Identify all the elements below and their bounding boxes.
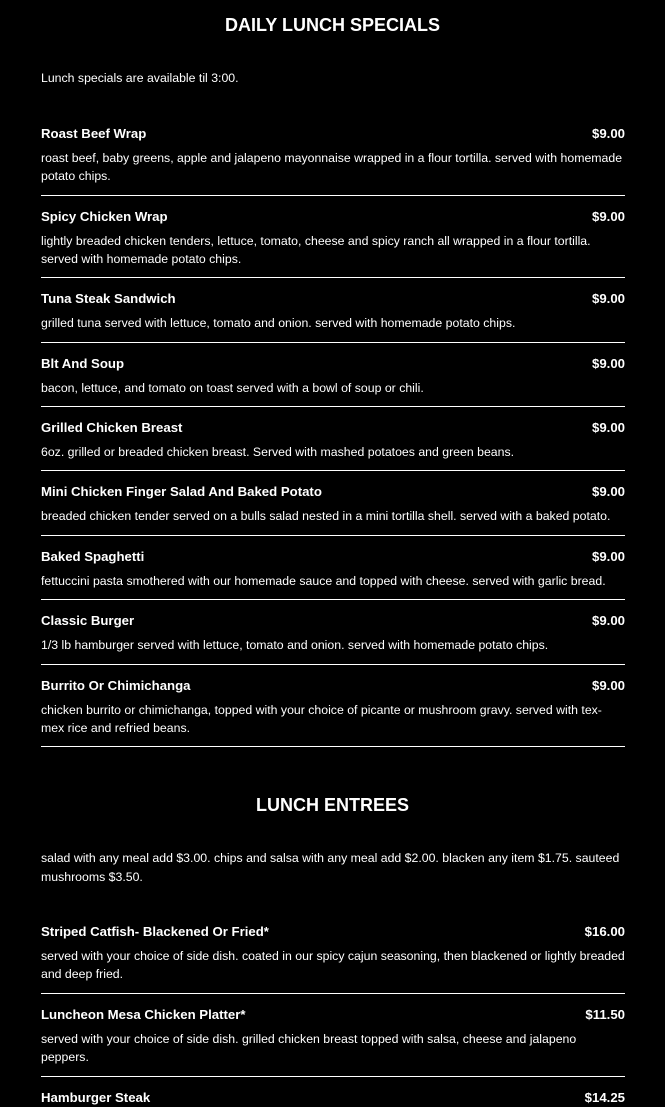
- item-name: Burrito Or Chimichanga: [41, 678, 191, 693]
- item-price: $9.00: [591, 678, 625, 693]
- item-description: grilled tuna served with lettuce, tomato and onion. served with homemade potato chips.: [41, 316, 516, 330]
- item-name: Striped Catfish- Blackened Or Fried*: [41, 924, 269, 939]
- menu-item: [41, 419, 625, 471]
- item-description: 6oz. grilled or breaded chicken breast. Served with mashed potatoes and green beans.: [41, 445, 515, 459]
- menu-item: [41, 677, 625, 747]
- item-price: $9.00: [591, 549, 625, 564]
- menu-item: [41, 612, 625, 665]
- item-price: $9.00: [591, 613, 625, 628]
- item-name: Grilled Chicken Breast: [41, 420, 183, 435]
- item-price: $16.00: [584, 924, 625, 939]
- lunch-specials-title: DAILY LUNCH SPECIALS: [224, 15, 441, 35]
- item-price: $9.00: [591, 209, 625, 224]
- item-description: roast beef, baby greens, apple and jalapeno mayonnaise wrapped in a flour tortilla. served with homemade potato chips.: [41, 151, 623, 184]
- item-description: fettuccini pasta smothered with our homemade sauce and topped with cheese. served with garlic bread.: [41, 574, 606, 588]
- lunch-specials-note: Lunch specials are available til 3:00.: [41, 71, 239, 85]
- item-name: Baked Spaghetti: [41, 549, 145, 564]
- item-name: Hamburger Steak: [41, 1090, 151, 1105]
- item-name: Blt And Soup: [41, 356, 125, 371]
- item-description: chicken burrito or chimichanga, topped with your choice of picante or mushroom gravy. served with tex-mex rice and refried beans.: [41, 703, 602, 736]
- menu-item: [41, 355, 625, 407]
- item-name: Classic Burger: [41, 613, 135, 628]
- item-name: Roast Beef Wrap: [41, 126, 147, 141]
- item-price: $9.00: [591, 126, 625, 141]
- lunch-entrees-note: salad with any meal add $3.00. chips and salsa with any meal add $2.00. blacken any item $1.75. sauteed mushrooms $3.50.: [41, 851, 620, 884]
- item-name: Tuna Steak Sandwich: [41, 291, 176, 306]
- item-description: 1/3 lb hamburger served with lettuce, tomato and onion. served with homemade potato chips.: [41, 638, 549, 652]
- item-price: $9.00: [591, 291, 625, 306]
- item-description: breaded chicken tender served on a bulls salad nested in a mini tortilla shell. served with a baked potato.: [41, 509, 611, 523]
- menu-item: [41, 290, 625, 343]
- lunch-entrees-title: LUNCH ENTREES: [255, 795, 409, 815]
- item-description: lightly breaded chicken tenders, lettuce, tomato, cheese and spicy ranch all wrapped in a flour tortilla. served with homemade potato chips.: [41, 234, 591, 267]
- menu-item: [41, 125, 625, 196]
- menu-item: [41, 208, 625, 278]
- item-price: $11.50: [585, 1007, 625, 1022]
- menu-item: [41, 1089, 625, 1107]
- item-description: served with your choice of side dish. coated in our spicy cajun seasoning, then blackened or lightly breaded and deep fried.: [41, 949, 625, 982]
- menu-item: [41, 1006, 625, 1077]
- item-price: $9.00: [591, 484, 625, 499]
- item-name: Luncheon Mesa Chicken Platter*: [41, 1007, 246, 1022]
- menu-item: [41, 548, 625, 600]
- item-price: $9.00: [591, 356, 625, 371]
- menu-item: [41, 483, 625, 536]
- menu-item: [41, 923, 625, 994]
- item-name: Spicy Chicken Wrap: [41, 209, 168, 224]
- item-price: $9.00: [591, 420, 625, 435]
- item-name: Mini Chicken Finger Salad And Baked Potato: [41, 484, 322, 499]
- item-price: $14.25: [584, 1090, 625, 1105]
- item-description: bacon, lettuce, and tomato on toast served with a bowl of soup or chili.: [41, 381, 424, 395]
- item-description: served with your choice of side dish. grilled chicken breast topped with salsa, cheese and jalapeno peppers.: [41, 1032, 577, 1065]
